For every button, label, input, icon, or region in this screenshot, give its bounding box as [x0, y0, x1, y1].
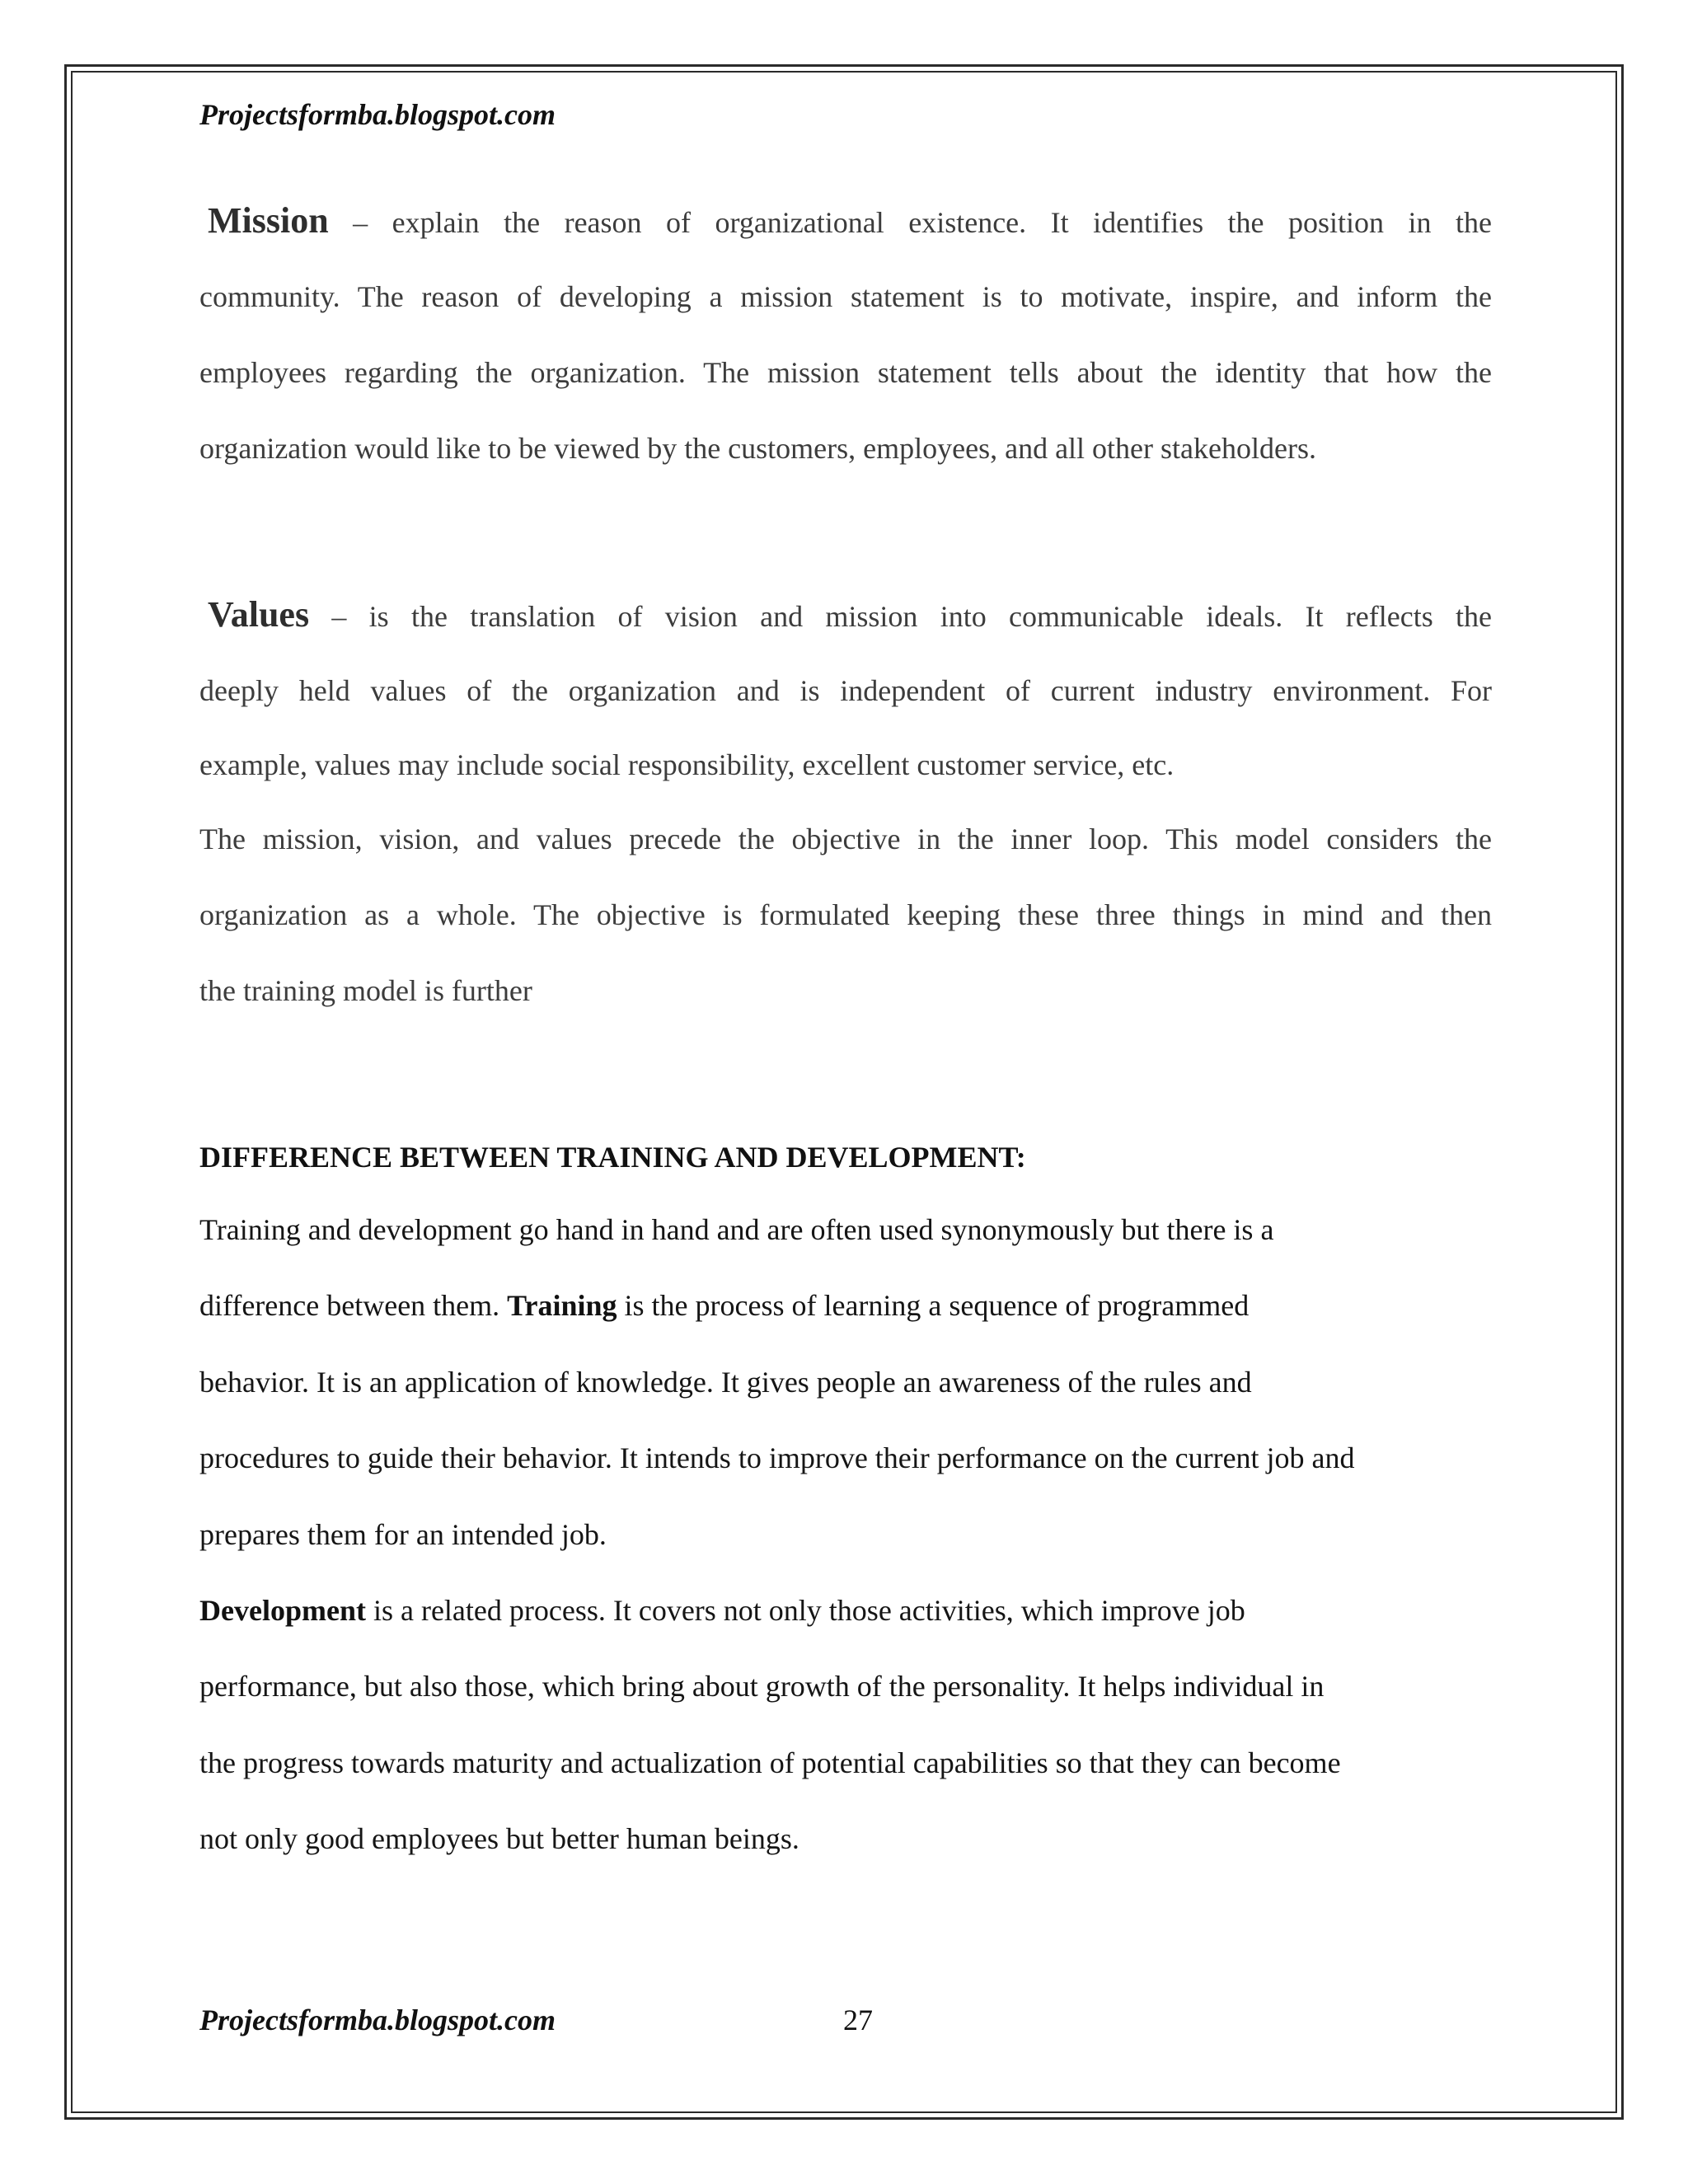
page-number: 27 — [843, 2004, 873, 2036]
values-line-4: The mission, vision, and values precede the objective in the inner loop. This model considers the — [199, 823, 1492, 855]
difference-line-5: prepares them for an intended job. — [199, 1517, 607, 1551]
difference-paragraph — [199, 1192, 1492, 1877]
mission-line-4: organization would like to be viewed by the customers, employees, and all other stakeholders. — [199, 432, 1316, 465]
mission-line-2: community. The reason of developing a mission statement is to motivate, inspire, and inform the — [199, 280, 1492, 313]
values-line-3: example, values may include social responsibility, excellent customer service, etc. — [199, 748, 1175, 781]
difference-heading: DIFFERENCE BETWEEN TRAINING AND DEVELOPMENT: — [199, 1141, 1026, 1174]
values-line-2: deeply held values of the organization and is independent of current industry environment. For — [199, 674, 1492, 707]
values-paragraph — [199, 577, 1492, 1029]
difference-line-6-post: is a related process. It covers not only those activities, which improve job — [365, 1593, 1245, 1627]
mission-text-1: – explain the reason of organizational existence. It identifies the position in the — [328, 206, 1492, 239]
values-term: Values — [208, 594, 310, 635]
development-term: Development — [199, 1593, 366, 1627]
difference-line-7: performance, but also those, which bring about growth of the personality. It helps individual in — [199, 1670, 1325, 1704]
values-line-5: organization as a whole. The objective is formulated keeping these three things in mind and then — [199, 898, 1492, 931]
footer-site-link[interactable]: Projectsformba.blogspot.com — [199, 2004, 556, 2036]
header-site-link[interactable]: Projectsformba.blogspot.com — [199, 98, 556, 131]
mission-line-1 — [199, 183, 1492, 259]
mission-line-3: employees regarding the organization. The mission statement tells about the identity that how the — [199, 356, 1492, 389]
values-line-6: the training model is further — [199, 974, 532, 1007]
difference-line-6 — [199, 1572, 1492, 1648]
difference-line-2-pre: difference between them. — [199, 1289, 508, 1323]
difference-line-2 — [199, 1268, 1492, 1343]
mission-term: Mission — [208, 200, 329, 241]
difference-line-1: Training and development go hand in hand and are often used synonymously but there is a — [199, 1213, 1274, 1246]
values-text-1: – is the translation of vision and mission into communicable ideals. It reflects the — [309, 600, 1492, 633]
values-line-1 — [199, 577, 1492, 653]
difference-line-2-post: is the process of learning a sequence of programmed — [617, 1289, 1250, 1323]
difference-line-8: the progress towards maturity and actualization of potential capabilities so that they can become — [199, 1746, 1341, 1779]
difference-line-4: procedures to guide their behavior. It intends to improve their performance on the current job and — [199, 1441, 1355, 1475]
difference-line-3: behavior. It is an application of knowledge. It gives people an awareness of the rules and — [199, 1365, 1252, 1399]
difference-line-9: not only good employees but better human beings. — [199, 1822, 799, 1856]
training-term: Training — [507, 1289, 617, 1323]
mission-paragraph — [199, 183, 1492, 486]
